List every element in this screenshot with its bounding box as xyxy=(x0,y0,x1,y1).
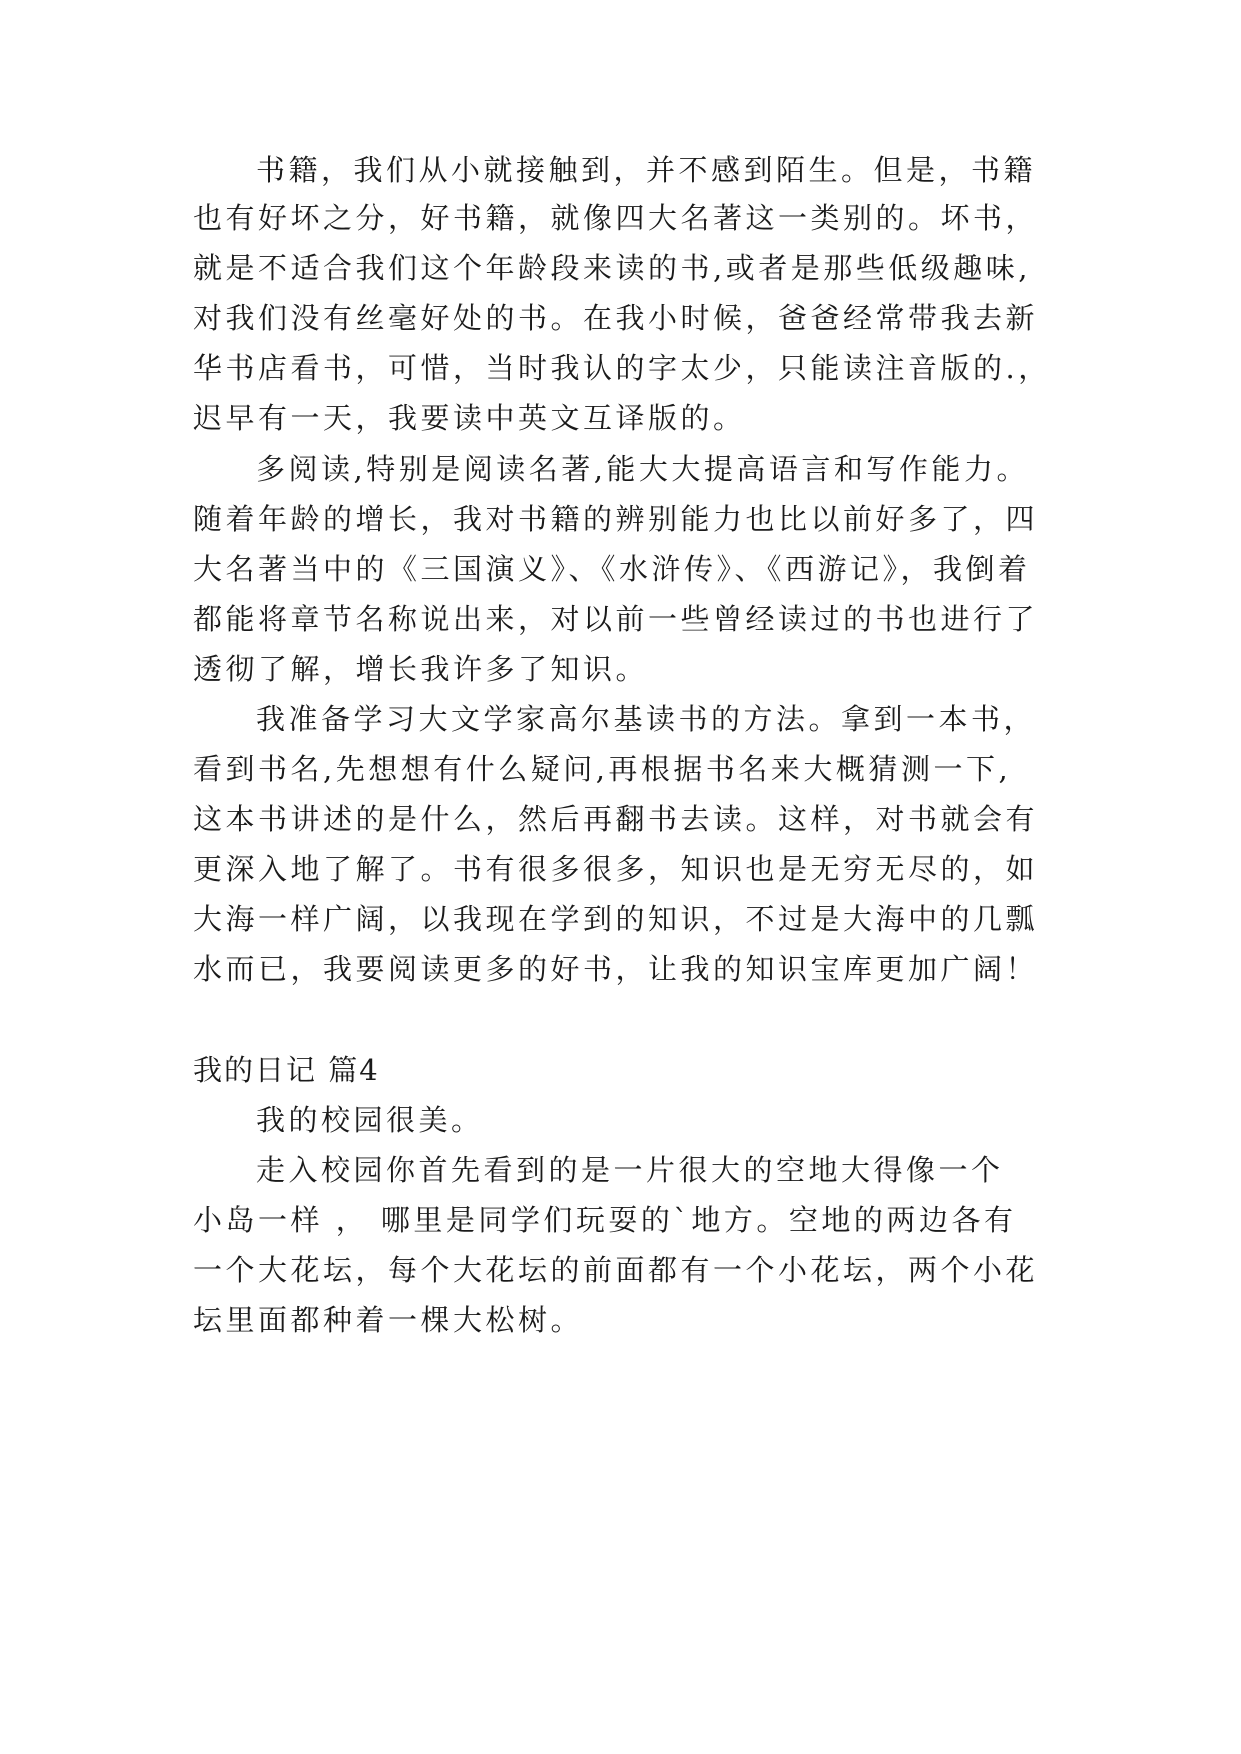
section-paragraph-2-line-2: 小岛一样 ， 哪里是同学们玩耍的`地方。空地的两边各有 xyxy=(193,1203,1017,1237)
section-paragraph-2-line-1: 走入校园你首先看到的是一片很大的空地大得像一个 xyxy=(256,1153,1004,1187)
paragraph-3-line-5: 大海一样广阔，以我现在学到的知识，不过是大海中的几瓢 xyxy=(193,902,1039,936)
paragraph-2-line-3: 大名著当中的《三国演义》、《水浒传》、《西游记》，我倒着 xyxy=(193,552,1031,586)
paragraph-1-line-2: 也有好坏之分，好书籍，就像四大名著这一类别的。坏书， xyxy=(193,201,1039,235)
paragraph-3-line-4: 更深入地了解了。书有很多很多，知识也是无穷无尽的，如 xyxy=(193,852,1039,886)
section-paragraph-2-line-3: 一个大花坛，每个大花坛的前面都有一个小花坛，两个小花 xyxy=(193,1253,1039,1287)
paragraph-1-line-5: 华书店看书，可惜，当时我认的字太少，只能读注音版的.， xyxy=(193,351,1051,385)
paragraph-2-line-1: 多阅读,特别是阅读名著,能大大提高语言和写作能力。 xyxy=(256,452,1029,486)
paragraph-2-line-5: 透彻了解，增长我许多了知识。 xyxy=(193,652,649,686)
paragraph-3-line-2: 看到书名,先想想有什么疑问,再根据书名来大概猜测一下, xyxy=(193,752,1012,786)
paragraph-3-line-6: 水而已，我要阅读更多的好书，让我的知识宝库更加广阔！ xyxy=(193,952,1039,986)
paragraph-1-line-1: 书籍，我们从小就接触到，并不感到陌生。但是，书籍 xyxy=(256,153,1037,187)
section-heading: 我的日记 篇4 xyxy=(193,1053,380,1087)
paragraph-3-line-1: 我准备学习大文学家高尔基读书的方法。拿到一本书， xyxy=(256,702,1037,736)
paragraph-1-line-6: 迟早有一天，我要读中英文互译版的。 xyxy=(193,401,746,435)
section-paragraph-1-line-1: 我的校园很美。 xyxy=(256,1103,484,1137)
paragraph-1-line-3: 就是不适合我们这个年龄段来读的书,或者是那些低级趣味, xyxy=(193,251,1031,285)
section-paragraph-2-line-4: 坛里面都种着一棵大松树。 xyxy=(193,1303,584,1337)
paragraph-1-line-4: 对我们没有丝毫好处的书。在我小时候，爸爸经常带我去新 xyxy=(193,301,1039,335)
paragraph-2-line-2: 随着年龄的增长，我对书籍的辨别能力也比以前好多了，四 xyxy=(193,502,1039,536)
paragraph-3-line-3: 这本书讲述的是什么，然后再翻书去读。这样，对书就会有 xyxy=(193,802,1039,836)
paragraph-2-line-4: 都能将章节名称说出来，对以前一些曾经读过的书也进行了 xyxy=(193,602,1039,636)
